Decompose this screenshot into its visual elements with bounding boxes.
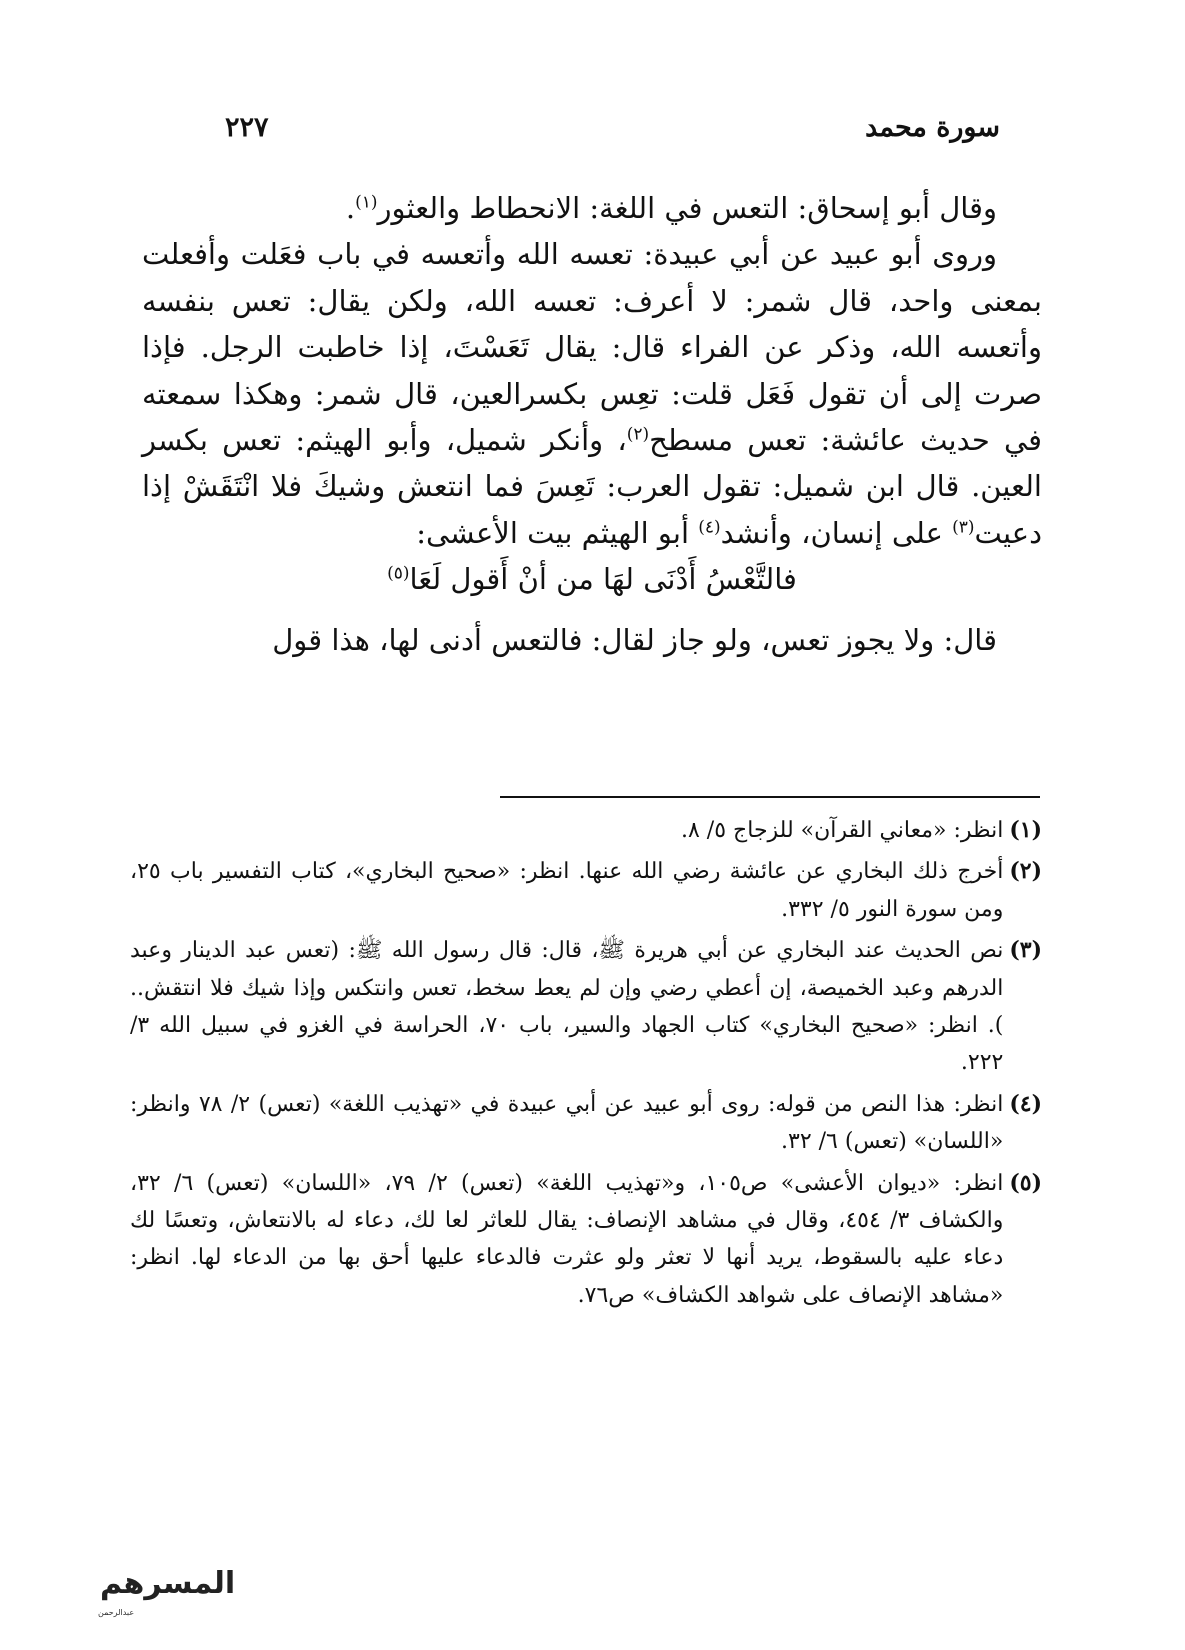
footnote-separator	[500, 796, 1040, 798]
footnote-ref-2: (٢)	[626, 424, 650, 445]
paragraph-3	[142, 617, 1042, 663]
footnote-ref-4: (٤)	[698, 517, 721, 538]
footnote-text: انظر: «معاني القرآن» للزجاج ٥/ ٨.	[680, 818, 1004, 843]
watermark-logo	[10, 1555, 236, 1625]
footnote-text: انظر: «ديوان الأعشى» ص١٠٥، و«تهذيب اللغة» (تعس) ٢/ ٧٩، «اللسان» (تعس) ٦/ ٣٢، والكشاف ٣/ ٤٥٤، وقال في مشاهد الإنصاف: يقال للعاثر لعا لك، دعاء له بالانتعاش، وتعسًا لك دعاء عليه بالسقوط، يريد أنها لا تعثر ولو عثرت فالدعاء عليها أحق بها من الدعاء لها. انظر: «مشاهد الإنصاف على شواهد الكشاف» ص٧٦.	[130, 1170, 1004, 1308]
footnote-number: (٣)	[1009, 937, 1042, 964]
footnote-number: (١)	[1009, 817, 1042, 843]
footnote-item	[130, 853, 1042, 928]
paragraph-2-segment: وروى أبو عبيد عن أبي عبيدة: تعسه الله وأتعسه في باب فعَلت وأفعلت بمعنى واحد، قال شمر: لا أعرف: تعسه الله، ولكن يقال: تعس بنفسه وأتعسه الله، وذكر عن الفراء قال: يقال تَعَسْتَ، إذا خاطبت الرجل. فإذا صرت إلى أن تقول فَعَل قلت: تعِس بكسرالعين، قال شمر: وهكذا سمعته في حديث عائشة: تعس مسطح	[142, 237, 1042, 457]
paragraph-2-segment: ، وأنكر شميل، وأبو الهيثم: تعس بكسر العين. قال ابن شميل: تقول العرب: تَعِسَ فما انتعش وشيكَ فلا انْتَقَشْ إذا دعيت	[142, 422, 1042, 550]
main-text	[142, 185, 1042, 663]
footnote-text: انظر: هذا النص من قوله: روى أبو عبيد عن أبي عبيدة في «تهذيب اللغة» (تعس) ٢/ ٧٨ وانظر: «اللسان» (تعس) ٦/ ٣٢.	[130, 1091, 1004, 1155]
verse-text: فالتَّعْسُ أَدْنَى لهَا من أنْ أَقول لَعَا	[409, 562, 797, 597]
poetry-verse	[142, 556, 1042, 616]
watermark-sub-text: عبدالرحمن	[98, 1608, 135, 1617]
footnote-ref-5: (٥)	[387, 563, 410, 584]
surah-title: سورة محمد	[865, 112, 1000, 143]
page-header	[0, 112, 1185, 152]
footnote-item	[130, 932, 1042, 1082]
footnotes-section	[130, 812, 1042, 1318]
footnote-number: (٢)	[1009, 858, 1042, 885]
footnote-ref-1: (١)	[355, 192, 378, 213]
paragraph-2-segment: على إنسان، وأنشد	[720, 515, 953, 550]
paragraph-2	[142, 231, 1042, 556]
footnote-item	[130, 1086, 1042, 1161]
footnote-text: نص الحديث عند البخاري عن أبي هريرة ﷺ، قال: قال رسول الله ﷺ: (تعس عبد الدينار وعبد الدرهم وعبد الخميصة، إن أعطي رضي وإن لم يعط سخط، تعس وانتكس وإذا شيك فلا انتقش.. ). انظر: «صحيح البخاري» كتاب الجهاد والسير، باب ٧٠، الحراسة في الغزو في سبيل الله ٣/ ٢٢٢.	[130, 938, 1004, 1076]
paragraph-1-text: وقال أبو إسحاق: التعس في اللغة: الانحطاط والعثور	[377, 191, 997, 225]
footnote-item	[130, 812, 1042, 849]
page-number: ٢٢٧	[225, 112, 269, 143]
paragraph-1	[142, 185, 1042, 231]
footnote-number: (٥)	[1009, 1169, 1042, 1196]
footnote-text: أخرج ذلك البخاري عن عائشة رضي الله عنها. انظر: «صحيح البخاري»، كتاب التفسير باب ٢٥، ومن سورة النور ٥/ ٣٣٢.	[130, 859, 1004, 922]
footnote-number: (٤)	[1009, 1090, 1042, 1117]
paragraph-2-segment: أبو الهيثم بيت الأعشى:	[416, 515, 699, 550]
footnote-item	[130, 1165, 1042, 1315]
watermark-main-text: المسرهم	[100, 1566, 236, 1601]
paragraph-1-end: .	[345, 191, 356, 225]
paragraph-3-text: قال: ولا يجوز تعس، ولو جاز لقال: فالتعس أدنى لها، هذا قول	[272, 622, 997, 657]
footnote-ref-3: (٣)	[952, 517, 975, 538]
